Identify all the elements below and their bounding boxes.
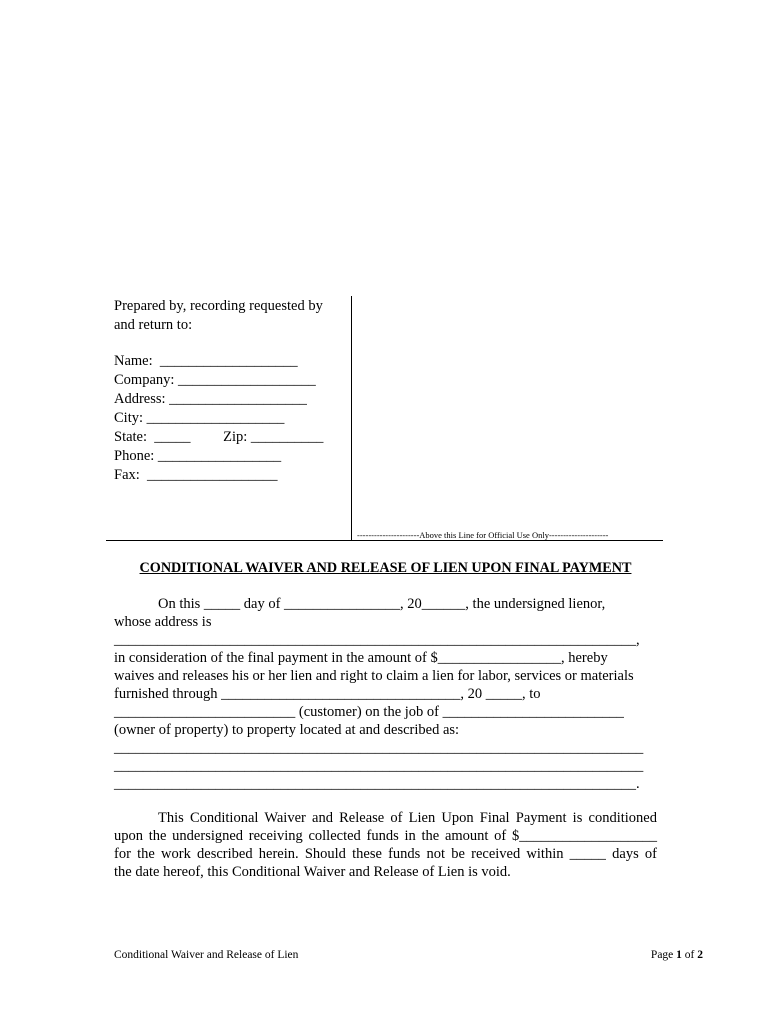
preparer-intro-line2: and return to: <box>114 317 193 333</box>
vertical-divider <box>351 296 352 540</box>
condition-line-2[interactable]: upon the undersigned receiving collected funds in the amount of $___________________ <box>114 828 657 844</box>
body-line-property-field-3[interactable]: ________________________________________________________________________. <box>114 776 640 792</box>
footer-page-number <box>560 949 703 961</box>
body-line-property-field-2[interactable]: _________________________________________________________________________ <box>114 758 644 774</box>
page-total: 2 <box>697 949 703 961</box>
condition-line-3[interactable]: for the work described herein. Should these funds not be received within _____ days of <box>114 846 657 862</box>
page-of: of <box>681 949 698 961</box>
condition-line-4: the date hereof, this Conditional Waiver and Release of Lien is void. <box>114 864 511 880</box>
official-use-label: ----------------------Above this Line for Official Use Only--------------------- <box>357 530 609 540</box>
preparer-intro-line1: Prepared by, recording requested by <box>114 298 323 314</box>
page-current: 1 <box>676 949 682 961</box>
preparer-address-field[interactable]: Address: ___________________ <box>114 391 307 407</box>
condition-line-1: This Conditional Waiver and Release of Lien Upon Final Payment is conditioned <box>158 810 657 826</box>
page-prefix: Page <box>650 949 677 961</box>
body-line-property-field-1[interactable]: _________________________________________________________________________ <box>114 740 644 756</box>
condition-paragraph <box>114 809 657 881</box>
waiver-body <box>114 595 659 793</box>
preparer-state-zip-field[interactable]: State: _____ Zip: __________ <box>114 429 324 445</box>
body-line-waiver-text: waives and releases his or her lien and right to claim a lien for labor, services or materials <box>114 668 634 684</box>
body-line-furnished-through[interactable]: furnished through _________________________________, 20 _____, to <box>114 686 541 702</box>
preparer-phone-field[interactable]: Phone: _________________ <box>114 448 282 464</box>
preparer-company-field[interactable]: Company: ___________________ <box>114 372 316 388</box>
body-line-property-label: (owner of property) to property located at and described as: <box>114 722 460 738</box>
document-title: CONDITIONAL WAIVER AND RELEASE OF LIEN UPON FINAL PAYMENT <box>139 560 632 576</box>
body-line-amount[interactable]: in consideration of the final payment in the amount of $_________________, hereby <box>114 650 608 666</box>
preparer-fax-field[interactable]: Fax: __________________ <box>114 467 278 483</box>
preparer-name-field[interactable]: Name: ___________________ <box>114 353 298 369</box>
spacer <box>114 335 346 352</box>
preparer-city-field[interactable]: City: ___________________ <box>114 410 285 426</box>
footer-document-name: Conditional Waiver and Release of Lien <box>114 949 299 961</box>
official-use-rule <box>106 540 663 541</box>
body-line-date[interactable]: On this _____ day of ________________, 20______, the undersigned lienor, <box>158 596 606 612</box>
preparer-block <box>114 297 346 485</box>
body-line-customer-job[interactable]: _________________________ (customer) on the job of _________________________ <box>114 704 624 720</box>
body-line-address-label: whose address is <box>114 614 212 630</box>
body-line-address-field[interactable]: ________________________________________________________________________, <box>114 632 640 648</box>
